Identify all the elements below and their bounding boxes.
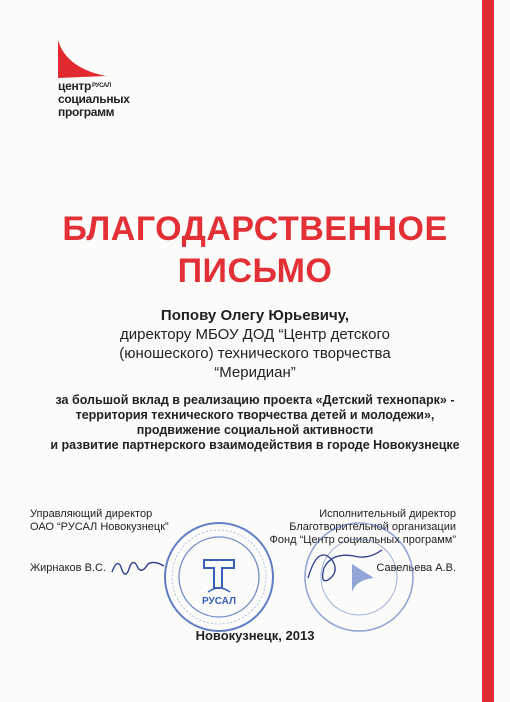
recipient-block bbox=[0, 306, 510, 382]
left-signatory-name: Жирнаков В.С. bbox=[30, 562, 106, 574]
right-role2: Благотворительной организации bbox=[289, 521, 456, 533]
recipient-line2: директору МБОУ ДОД “Центр детского bbox=[120, 326, 390, 343]
left-signatory-role bbox=[30, 508, 169, 534]
document-title bbox=[0, 208, 510, 292]
logo-line2: социальных bbox=[58, 92, 130, 106]
left-role2: ОАО “РУСАЛ Новокузнецк” bbox=[30, 521, 169, 533]
reason-line3: продвижение социальной активности bbox=[136, 423, 374, 437]
left-handwritten-signature-icon bbox=[108, 552, 168, 582]
right-role1: Исполнительный директор bbox=[319, 508, 456, 520]
logo-line1-small: РУСАЛ bbox=[92, 83, 111, 89]
reason-line2: территория технического творчества детей и молодежи», bbox=[75, 408, 435, 422]
recipient-line4: “Меридиан” bbox=[214, 364, 296, 381]
recipient-name: Попову Олегу Юрьевичу, bbox=[160, 307, 350, 324]
logo-line1: центр bbox=[58, 79, 92, 93]
right-handwritten-signature-icon bbox=[298, 538, 388, 588]
place-and-date: Новокузнецк, 2013 bbox=[195, 628, 315, 643]
left-role1: Управляющий директор bbox=[30, 508, 153, 520]
logo-line3: программ bbox=[58, 105, 115, 119]
rusal-stamp-icon bbox=[160, 518, 278, 636]
right-signatory-name: Савельева А.В. bbox=[376, 562, 456, 574]
reason-line1: за большой вклад в реализацию проекта «Детский технопарк» - bbox=[55, 393, 455, 407]
reason-line4: и развитие партнерского взаимодействия в городе Новокузнецке bbox=[50, 438, 460, 452]
stamp-left-text: РУСАЛ bbox=[201, 596, 237, 607]
reason-block bbox=[10, 393, 500, 453]
logo-wordmark bbox=[58, 80, 130, 119]
recipient-line3: (юношеского) технического творчества bbox=[119, 345, 391, 362]
title-line1: БЛАГОДАРСТВЕННОЕ bbox=[62, 210, 448, 248]
right-role3: Фонд “Центр социальных программ” bbox=[269, 534, 456, 546]
title-line2: ПИСЬМО bbox=[177, 252, 333, 290]
